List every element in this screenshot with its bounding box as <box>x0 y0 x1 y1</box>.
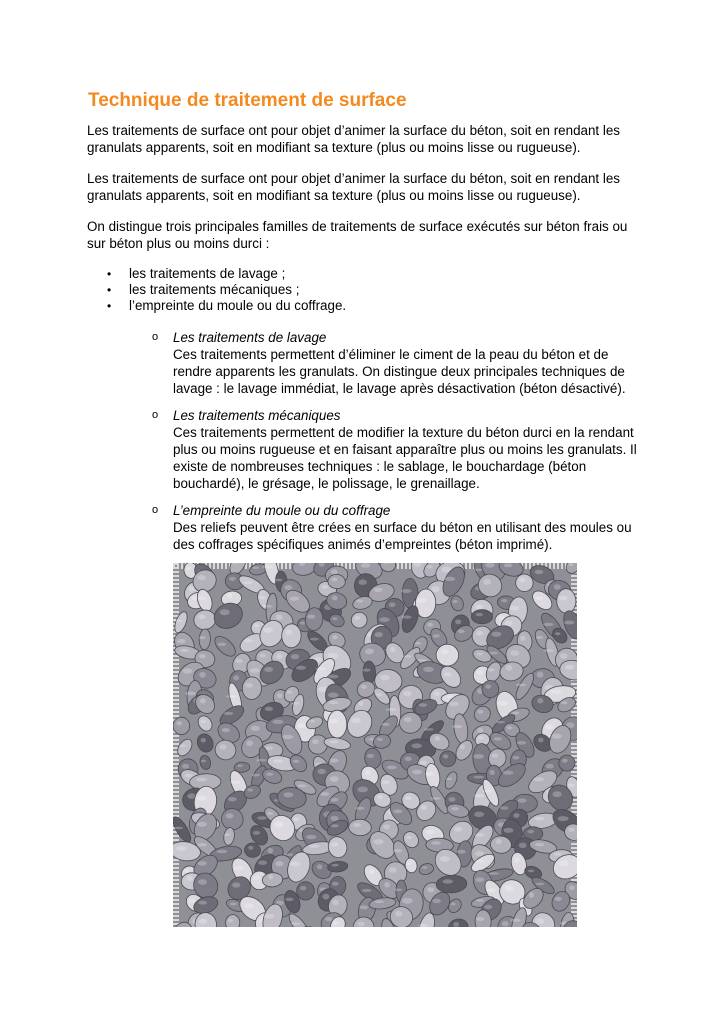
list-item: • les traitements de lavage ; <box>107 266 286 281</box>
exposed-aggregate-photo <box>173 563 577 927</box>
list-item: • l’empreinte du moule ou du coffrage. <box>107 298 347 313</box>
intro-paragraph-1: Les traitements de surface ont pour objet d’animer la surface du béton, soit en rendant les granulats apparents, soit en modifiant sa texture (plus ou moins lisse ou rugueuse). <box>87 123 620 155</box>
section-body: Ces traitements permettent de modifier la texture du béton durci en la rendant plus ou moins rugueuse et en faisant apparaître plus ou moins les granulats. Il existe de nombreuses techniques : le sablage, le bouchardage (béton bouchardé), le grésage, le polissage, le grenaillage. <box>173 425 637 491</box>
bullet-icon: • <box>107 267 112 281</box>
section-title: Les traitements de lavage <box>173 330 327 345</box>
circle-bullet-icon: o <box>152 409 159 421</box>
section-body: Des reliefs peuvent être crées en surface du béton en utilisant des moules ou des coffrages spécifiques animés d’empreintes (béton imprimé). <box>173 520 632 552</box>
section-title: Les traitements mécaniques <box>173 408 341 423</box>
bullet-icon: • <box>107 283 112 297</box>
page-title: Technique de traitement de surface <box>88 90 407 111</box>
circle-bullet-icon: o <box>152 331 159 343</box>
circle-bullet-icon: o <box>152 504 159 516</box>
section-body: Ces traitements permettent d’éliminer le ciment de la peau du béton et de rendre apparents les granulats. On distingue deux principales techniques de lavage : le lavage immédiat, le lavage après désactivation (béton désactivé). <box>173 347 626 396</box>
treatment-family-list <box>87 266 346 314</box>
intro-paragraph-2: Les traitements de surface ont pour objet d’animer la surface du béton, soit en rendant les granulats apparents, soit en modifiant sa texture (plus ou moins lisse ou rugueuse). <box>87 171 620 203</box>
intro-paragraph-3: On distingue trois principales familles de traitements de surface exécutés sur béton frais ou sur béton plus ou moins durci : <box>87 219 628 251</box>
bullet-icon: • <box>107 299 112 313</box>
section-title: L’empreinte du moule ou du coffrage <box>173 503 391 518</box>
gravel-texture <box>173 563 577 927</box>
list-item: • les traitements mécaniques ; <box>107 282 300 297</box>
